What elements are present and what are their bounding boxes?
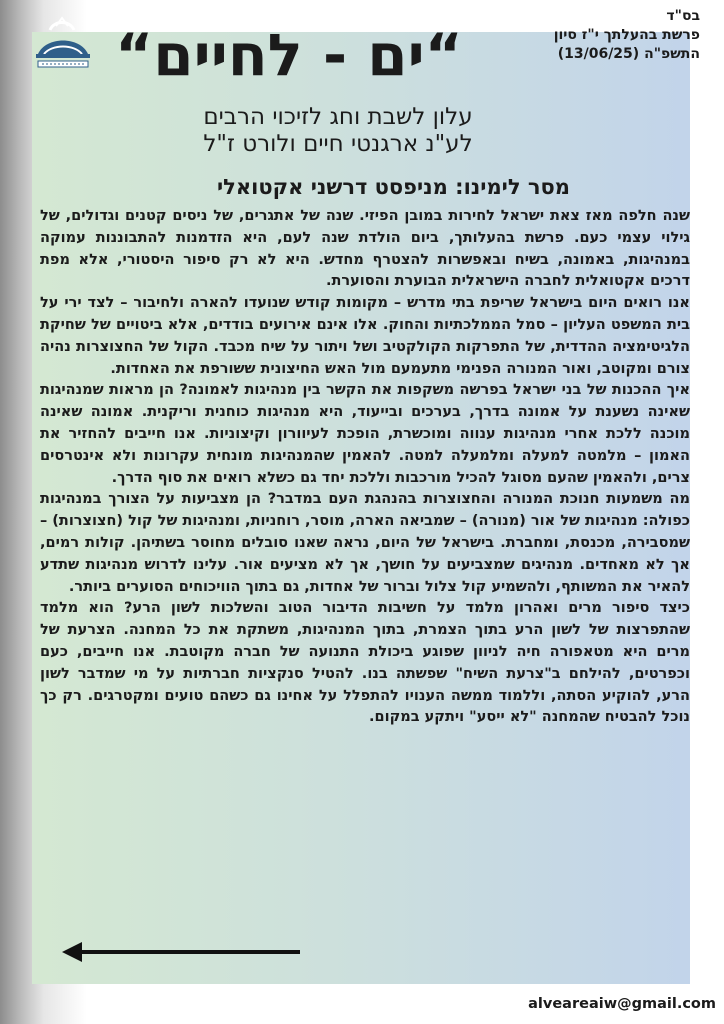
article-body [40, 206, 690, 729]
date-line: התשפ"ה (13/06/25) [557, 46, 700, 62]
subtitle-line-2: לע"נ ארגנטי חיים ולורט ז"ל [203, 131, 473, 157]
subtitle [140, 104, 536, 158]
subtitle-line-1: עלון לשבת וחג לזיכוי הרבים [203, 104, 473, 130]
paragraph-1: שנה חלפה מאז צאת ישראל לחירות במובן הפיזי. שנה של אתגרים, של ניסים קטנים וגדולים, של גילוי עצמי כעם. פרשת בהעלותך, ביום הולדת שנה לעם, היא הזדמנות להתבוננות עמוקה במנהיגות, באמונה, בשיח ובאפשרות להצטרף מחדש. היא לא רק סיפור היסטורי, אלא מפת דרכים אקטואלית לחברה הישראלית הבוערת והסוערת. [40, 208, 690, 290]
parasha-line: פרשת בהעלתך י"ז סיון [553, 27, 700, 43]
article-headline: מסר לימינו: מניפסט דרשני אקטואלי [216, 175, 570, 199]
besd-mark: בס"ד [666, 8, 700, 24]
parasha-info [554, 26, 700, 64]
paragraph-3: איך ההכנות של בני ישראל בפרשה משקפות את הקשר בין מנהיגות לאמונה? הן מראות שמנהיגות שאינה נשענת על אמונה בדרך, בערכים ובייעוד, היא מנהיגות כוחנית וריקנית. אמונה שאינה מוכנה ללכת אחרי מנהיגות ענווה ומוכשרת, הופכת לעיוורון וקיצוניות. אנו חייבים להחזיר את האמון – מלמטה למעלה ומלמעלה למטה. להאמין שהמנהיגות מונחית עקרונות ולא אינטרסים צרים, ולהאמין שהעם מסוגל להכיל מורכבות וללכת יחד גם כשלא רואים את סוף הדרך. [40, 382, 690, 486]
paragraph-4: מה משמעות חנוכת המנורה והחצוצרות בהנהגת העם במדבר? הן מצביעות על הצורך במנהיגות כפולה: מנהיגות של אור (מנורה) – שמביאה הארה, מוסר, רוחניות, ומנהיגות של קול (חצוצרות) – שמסבירה, מכנסת, ומחברת. בישראל של היום, נראה שאנו סובלים מחוסר בשתיהן. קולות רמים, אך לא מאחדים. מנהיגים שמצביעים על חושך, אך לא מציעים אור. עלינו לדרוש מנהיגות שתדע להאיר את המשותף, ולהשמיע קול צלול וברור של אחדות, גם בתוך הוויכוחים הסוערים ביותר. [40, 491, 690, 595]
contact-email: alveareaiw@gmail.com [528, 996, 716, 1012]
arrow-left-icon [60, 938, 302, 966]
paragraph-5: כיצד סיפור מרים ואהרון מלמד על חשיבות הדיבור הטוב והשלכות לשון הרע? הוא מלמד שהתפרצות של לשון הרע בתוך הצמרת, בתוך המנהיגות, משתקת את כל המחנה. הצרעת של מרים היא מטאפורה חיה לניוון שפוגע ביכולת התנועה של חברה מקוטבת. אנו חייבים, כעם וכפרטים, להילחם ב"צרעת השיח" שפשתה בנו. להטיל סנקציות חברתיות על מי שמדבר לשון הרע, להוקיע הסתה, וללמוד ממשה הענויו להתפלל על אחינו גם כשהם טועים ומקטרגים. רק כך נוכל להבטיח שהמחנה "לא ייסע" ויתקע במקום. [40, 600, 690, 726]
paragraph-2: אנו רואים היום בישראל שריפת בתי מדרש – מקומות קודש שנועדו להארה ולחיבור – לצד ירי על בית המשפט העליון – סמל הממלכתיות והחוק. אלו אינם אירועים בודדים, אלא ביטויים של שחיקת הלגיטימציה ההדדית, של התפרקות הקולקטיב ושל ויתור על שיח מכבד. הקול של החצוצרות נהיה צורם ומקוטב, ואור המנורה הפנימי מתעמעם מול האש החיצונית ששורפת את האחדות. [40, 295, 690, 377]
page-title: “ים - לחיים“ [115, 21, 463, 89]
